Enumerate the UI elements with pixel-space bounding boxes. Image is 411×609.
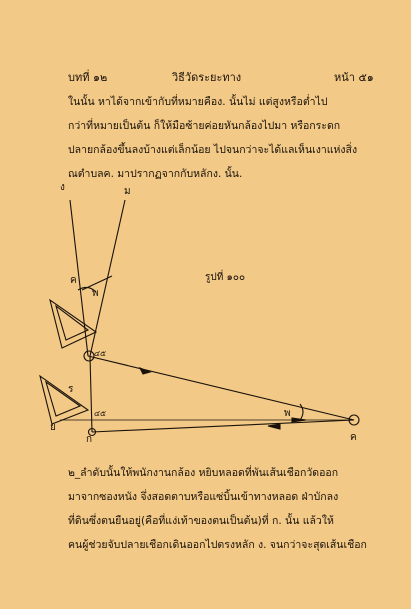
text-line: กว่าที่หมายเป็นต้น ก็ให้มือซ้ายค่อยหันกล้องไปมา หรือกระดก [68, 120, 341, 132]
label-ng: ง [60, 182, 65, 193]
text-line: ในนั้น หาได้จากเข้ากับที่หมายคือง. นั้นไม่ แต่สูงหรือต่ำไป [68, 96, 328, 108]
figure-caption: รูปที่ ๑๐๐ [205, 272, 246, 283]
text-line: ๒_ลำดับนั้นให้พนักงานกล้อง หยิบหลอดที่พันเส้นเชือกวัดออก [68, 467, 339, 479]
text-line: ที่ดินซึ่งตนยืนอยู่(คือที่แง่เท้าของตนเป็นต้น)ที่ ก. นั้น แล้วให้ [68, 515, 334, 527]
label-m: ม [124, 186, 131, 197]
vertical-line [90, 356, 92, 432]
label-r: ร [68, 384, 74, 395]
text-line: ณตำบลค. มาปรากฏจากกับหลักง. นั้น. [68, 168, 243, 180]
label-y: ย [50, 422, 56, 433]
arrow-ref [292, 418, 306, 422]
label-kh: ค [70, 275, 77, 286]
label-kh2: ค [350, 432, 357, 443]
text-line: มาจากซองหนัง จึ่งสอดตาบหรือแซ่บิ้นเข้าทางหลอด ฝ่าบักลง [68, 491, 339, 503]
label-k: ก [86, 434, 93, 445]
label-w1: พ [92, 288, 99, 299]
text-line: ปลายกล้องขึ้นลงบ้างแต่เล็กน้อย ไปจนกว่าจะได้แลเห็นเงาแห่งสิ่ง [68, 144, 358, 156]
label-w2: พ [284, 408, 291, 419]
arrow-upper [140, 368, 150, 374]
page-number: หน้า ๕๑ [334, 71, 374, 84]
chapter-title: วิธีวัดระยะทาง [172, 71, 242, 84]
text-line: คนผู้ช่วยจับปลายเชือกเดินออกไปตรงหลัก ง. จนกว่าจะสุดเส้นเชือก [68, 539, 367, 551]
baseline-lower [92, 420, 354, 432]
instrument-lower-inner [46, 382, 80, 416]
label-angle-1: ๔๕ [94, 349, 107, 358]
arrow-lower [268, 424, 280, 429]
label-angle-2: ๔๕ [94, 409, 107, 418]
baseline-upper [88, 356, 354, 420]
chapter-label: บทที่ ๑๒ [68, 71, 108, 84]
angle-arc-right [300, 404, 303, 420]
